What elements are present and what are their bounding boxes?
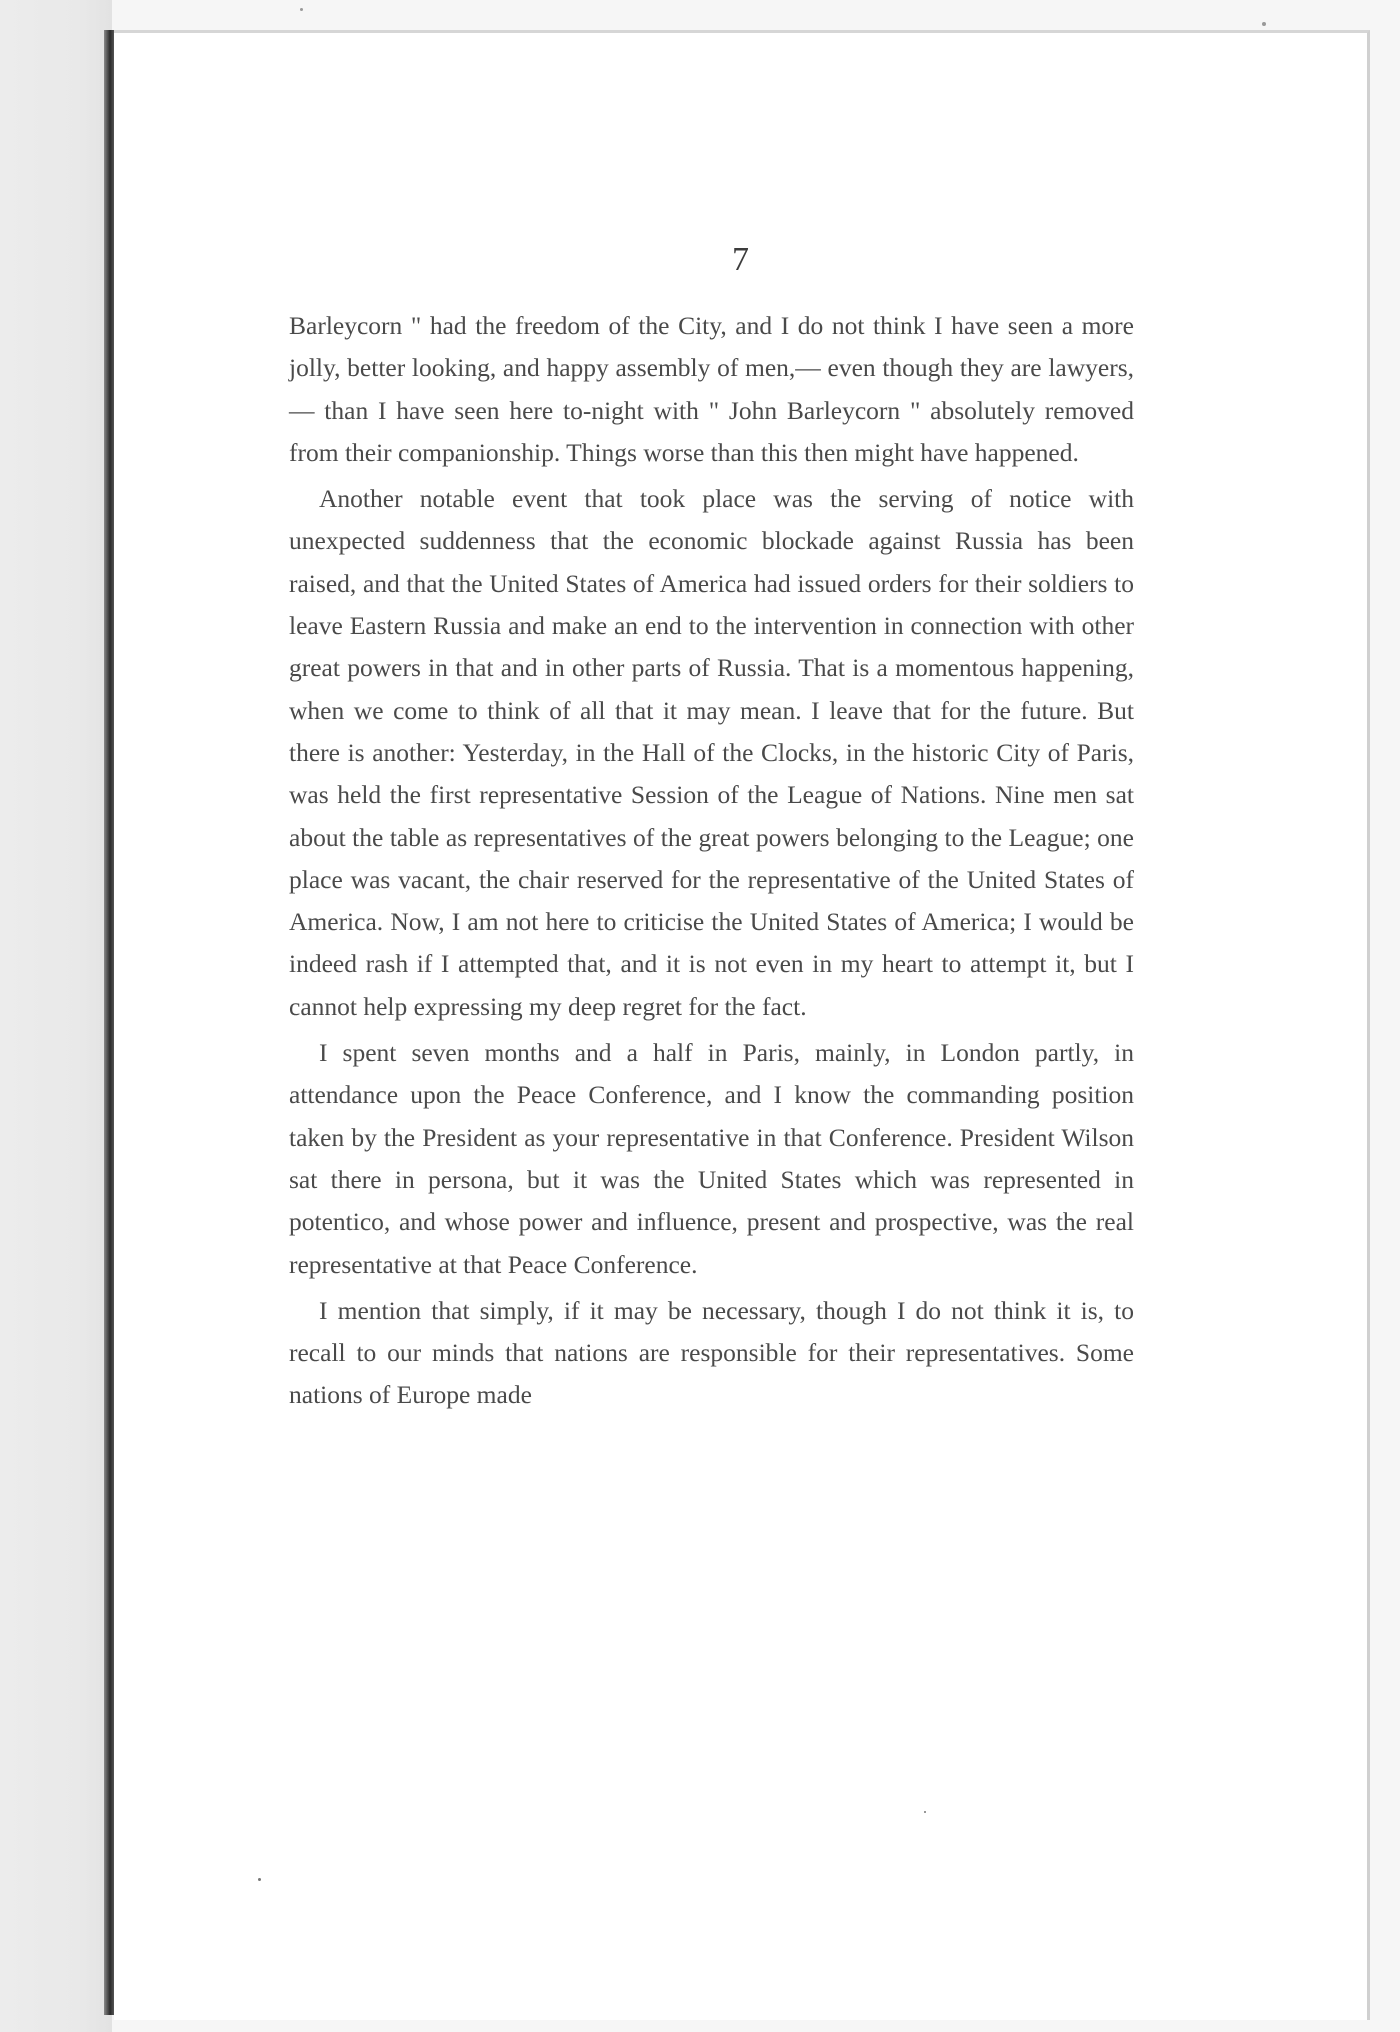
paragraph: I mention that simply, if it may be necessary, though I do not think it is, to recall to our minds that nations are responsible for their representatives. Some nations of Europe made: [289, 1295, 1134, 1410]
scan-speck: [924, 1811, 926, 1813]
paragraph: Another notable event that took place was the serving of notice with unexpected suddenness that the economic blockade against Russia has been raised, and that the United States of America had issued orders for their soldiers to leave Eastern Russia and make an end to the intervention in connection with other great powers in that and in other parts of Russia. That is a momentous happening, when we come to think of all that it may mean. I leave that for the future. But there is another: Yesterday, in the Hall of the Clocks, in the historic City of Paris, was held the first representative Session of the League of Nations. Nine men sat about the table as representatives of the great powers belonging to the League; one place was vacant, the chair reserved for the representative of the United States of America. Now, I am not here to criticise the United States of America; I would be indeed rash if I attempted that, and it is not even in my heart to attempt it, but I cannot help expressing my deep regret for the fact.: [289, 484, 1134, 1021]
previous-page-edge: [0, 0, 112, 2032]
book-page: [114, 30, 1370, 2020]
scan-speck: [258, 1878, 261, 1881]
scan-speck: [300, 8, 303, 11]
book-gutter: [104, 30, 114, 2015]
scan-speck: [1262, 22, 1266, 26]
page-body: [289, 305, 1134, 1421]
page-number: 7: [732, 241, 749, 278]
paragraph: Barleycorn " had the freedom of the City, and I do not think I have seen a more jolly, better looking, and happy assembly of men,— even though they are lawyers,— than I have seen here to-night with " John Barleycorn " absolutely removed from their companionship. Things worse than this then might have happened.: [289, 311, 1134, 467]
paragraph: I spent seven months and a half in Paris, mainly, in London partly, in attendance upon the Peace Conference, and I know the commanding position taken by the President as your representative in that Conference. President Wilson sat there in persona, but it was the United States which was represented in potentico, and whose power and influence, present and prospective, was the real representative at that Peace Conference.: [289, 1038, 1134, 1279]
